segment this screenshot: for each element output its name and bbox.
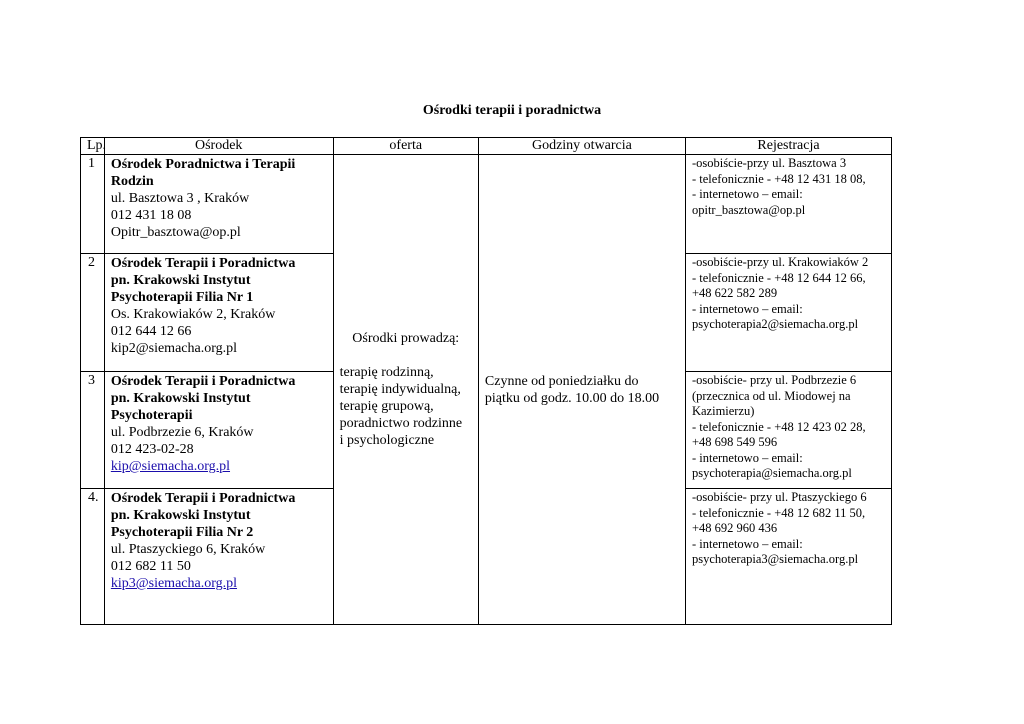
registration-line: -osobiście-przy ul. Basztowa 3 [691, 156, 847, 170]
center-phone: 012 682 11 50 [110, 559, 191, 574]
registration-line: - internetowo – email: [691, 187, 803, 201]
registration-line: - telefonicznie - +48 12 682 11 50, [691, 505, 866, 520]
registration-line: -osobiście- przy ul. Podbrzezie 6 [691, 373, 857, 387]
hours-line: piątku od godz. 10.00 do 18.00 [484, 390, 660, 406]
registration-line: - telefonicznie - +48 12 423 02 28, [691, 419, 866, 434]
center-name-line: Ośrodek Terapii i Poradnictwa [110, 491, 296, 506]
registration-cell [685, 254, 891, 372]
row-number: 1 [81, 155, 105, 254]
header-rejestracja: Rejestracja [685, 138, 891, 155]
center-email: Opitr_basztowa@op.pl [110, 225, 241, 240]
hours-line: Czynne od poniedziałku do [484, 373, 639, 389]
center-address: ul. Podbrzezie 6, Kraków [110, 425, 254, 440]
center-name-line: Psychoterapii Filia Nr 1 [110, 290, 254, 305]
registration-line: psychoterapia3@siemacha.org.pl [691, 552, 859, 566]
center-phone: 012 644 12 66 [110, 324, 192, 339]
registration-line: psychoterapia@siemacha.org.pl [691, 466, 852, 480]
center-cell [104, 254, 333, 372]
offer-line: i psychologiczne [339, 433, 435, 448]
header-osrodek: Ośrodek [104, 138, 333, 155]
registration-line: - telefonicznie - +48 12 431 18 08, [691, 171, 866, 186]
table-header-row [81, 138, 892, 155]
offer-lead: Ośrodki prowadzą: [352, 331, 460, 346]
registration-line: - telefonicznie - +48 12 644 12 66, [691, 270, 866, 285]
center-name-line: pn. Krakowski Instytut [110, 273, 251, 288]
table-row [81, 155, 892, 254]
registration-cell [685, 489, 891, 625]
center-cell [104, 372, 333, 489]
registration-cell [685, 155, 891, 254]
center-address: ul. Ptaszyckiego 6, Kraków [110, 542, 266, 557]
registration-line: (przecznica od ul. Miodowej na [691, 388, 851, 403]
registration-line: psychoterapia2@siemacha.org.pl [691, 317, 859, 331]
center-phone: 012 423-02-28 [110, 442, 194, 457]
registration-line: Kazimierzu) [691, 404, 755, 418]
row-number: 2 [81, 254, 105, 372]
registration-line: +48 698 549 596 [691, 435, 778, 449]
center-name-line: Psychoterapii [110, 408, 193, 423]
center-name-line: pn. Krakowski Instytut [110, 391, 251, 406]
row-number: 4. [81, 489, 105, 625]
registration-line: +48 692 960 436 [691, 521, 778, 535]
offer-cell [333, 155, 478, 625]
center-name-line: Rodzin [110, 174, 154, 189]
offer-line: terapię rodzinną, [339, 365, 434, 380]
offer-line: terapię grupową, [339, 399, 434, 414]
page-title: Ośrodki terapii i poradnictwa [422, 103, 602, 118]
center-name-line: Ośrodek Poradnictwa i Terapii [110, 157, 296, 172]
header-lp: Lp. [81, 138, 105, 155]
center-cell [104, 155, 333, 254]
center-email: kip2@siemacha.org.pl [110, 341, 238, 356]
center-address: Os. Krakowiaków 2, Kraków [110, 307, 276, 322]
center-cell [104, 489, 333, 625]
registration-line: +48 622 582 289 [691, 286, 778, 300]
center-email-link[interactable]: kip@siemacha.org.pl [110, 459, 231, 474]
center-name-line: Psychoterapii Filia Nr 2 [110, 525, 254, 540]
registration-line: - internetowo – email: [691, 450, 803, 465]
offer-line: poradnictwo rodzinne [339, 416, 463, 431]
registration-line: opitr_basztowa@op.pl [691, 202, 806, 217]
center-name-line: Ośrodek Terapii i Poradnictwa [110, 256, 296, 271]
center-email-link[interactable]: kip3@siemacha.org.pl [110, 576, 238, 591]
row-number: 3 [81, 372, 105, 489]
center-name-line: Ośrodek Terapii i Poradnictwa [110, 374, 296, 389]
header-godziny: Godziny otwarcia [478, 138, 685, 155]
hours-cell [478, 155, 685, 625]
registration-line: -osobiście- przy ul. Ptaszyckiego 6 [691, 490, 867, 504]
registration-cell [685, 372, 891, 489]
header-oferta: oferta [333, 138, 478, 155]
center-address: ul. Basztowa 3 , Kraków [110, 191, 250, 206]
centers-table [80, 137, 892, 625]
center-phone: 012 431 18 08 [110, 208, 192, 223]
offer-line: terapię indywidualną, [339, 382, 461, 397]
center-name-line: pn. Krakowski Instytut [110, 508, 251, 523]
registration-line: - internetowo – email: [691, 536, 803, 551]
registration-line: -osobiście-przy ul. Krakowiaków 2 [691, 255, 869, 269]
registration-line: - internetowo – email: [691, 301, 803, 316]
